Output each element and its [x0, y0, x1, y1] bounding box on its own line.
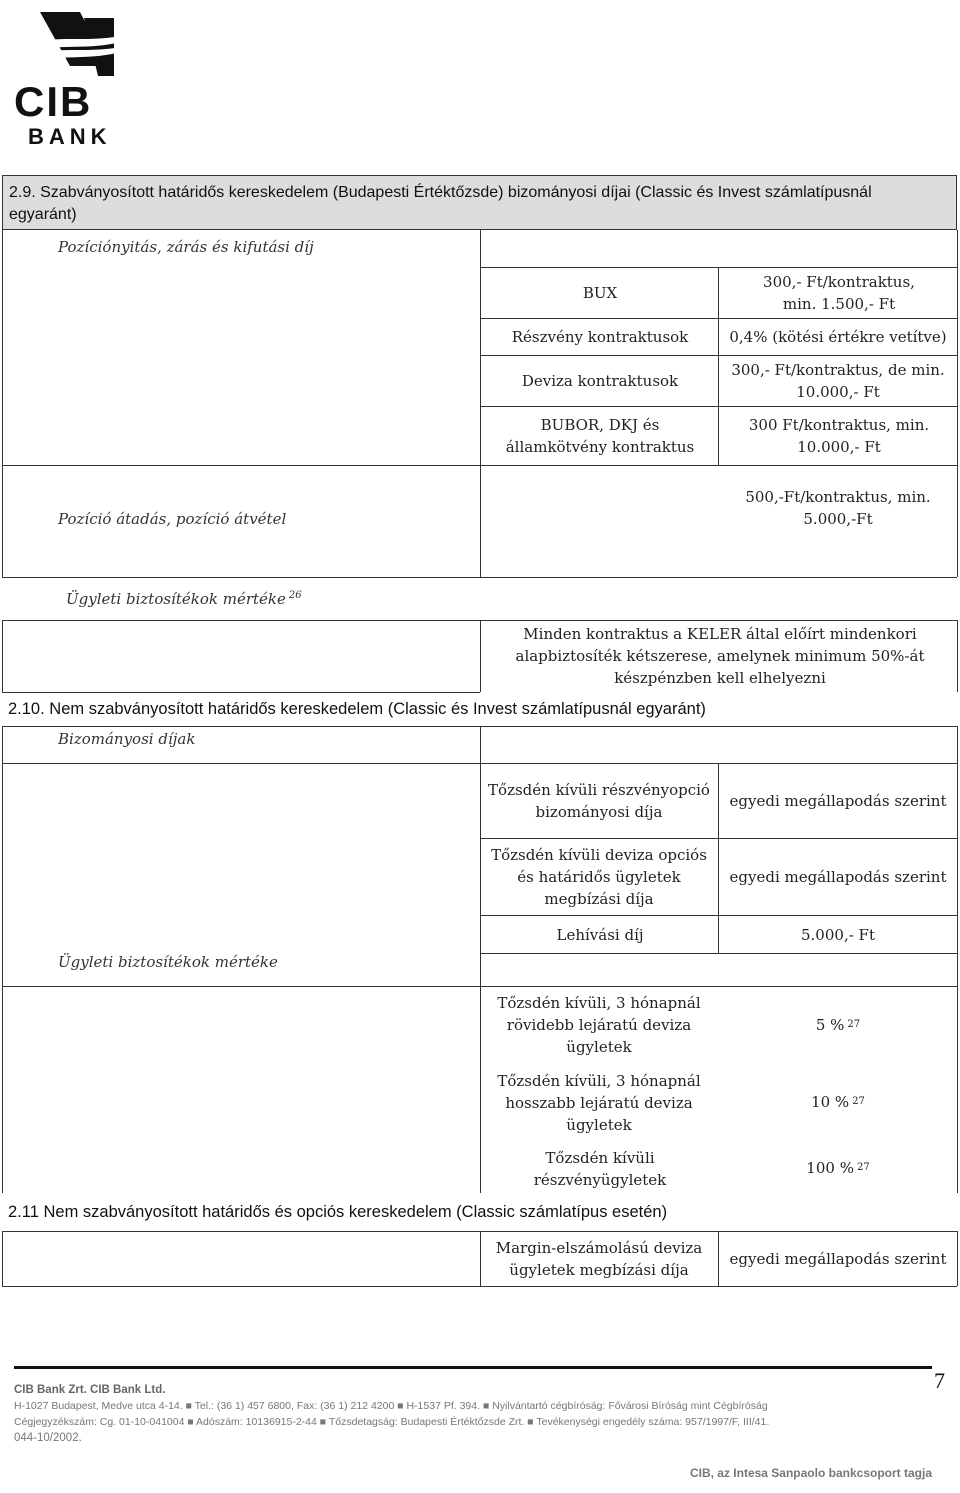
otc-option-fee: egyedi megállapodás szerint	[729, 792, 947, 810]
section-211-title: 2.11 Nem szabványosított határidős és opciós kereskedelem (Classic számlatípus esetén)	[8, 1203, 668, 1221]
margin-stock-fee: 100 % 27	[806, 1159, 870, 1177]
row-bubor-fee: 300 Ft/kontraktus, min. 10.000,- Ft	[748, 416, 930, 456]
row-fx-name: Deviza kontraktusok	[521, 372, 679, 390]
transfer-fee: 500,-Ft/kontraktus, min. 5.000,-Ft	[745, 488, 931, 528]
footer-rule	[14, 1366, 932, 1369]
margin-short-name: Tőzsdén kívüli, 3 hónapnál rövidebb lejáratú deviza ügyletek	[497, 994, 701, 1056]
section-29-title: 2.9. Szabványosított határidős kereskedelem (Budapesti Értéktőzsde) bizományosi díjai (Classic és Invest számlatípusnál egyaránt)	[9, 184, 872, 223]
footer-block	[14, 1382, 934, 1446]
footer-tagline: CIB, az Intesa Sanpaolo bankcsoport tagja	[689, 1466, 932, 1480]
row-bux-fee: 300,- Ft/kontraktus, min. 1.500,- Ft	[763, 273, 915, 313]
footnote-26: 26	[288, 590, 302, 601]
margin-long-fee: 10 % 27	[811, 1093, 865, 1111]
margin-fx-name: Margin-elszámolású deviza ügyletek megbízási díja	[495, 1239, 703, 1279]
otc-option-name: Tőzsdén kívüli részvényopció bizományosi díja	[488, 781, 710, 821]
margin-stock-name: Tőzsdén kívüli részvényügyletek	[533, 1149, 667, 1189]
call-fee-name: Lehívási díj	[556, 925, 644, 944]
margin-long-name: Tőzsdén kívüli, 3 hónapnál hosszabb lejáratú deviza ügyletek	[497, 1072, 701, 1134]
margin-short-fee-text: 5 %	[815, 1016, 845, 1034]
margin-short-fee: 5 % 27	[815, 1016, 861, 1034]
row-bubor-name: BUBOR, DKJ és államkötvény kontraktus	[505, 416, 695, 456]
commission-fees-label: Bizományosi díjak	[58, 730, 196, 748]
logo-cib-text: CIB	[14, 78, 93, 125]
section-29-header	[2, 175, 957, 230]
margin-stock-fee-text: 100 %	[806, 1159, 854, 1177]
section-210-title: 2.10. Nem szabványosított határidős kereskedelem (Classic és Invest számlatípusnál egyaránt)	[8, 700, 706, 718]
call-fee-value: 5.000,- Ft	[801, 925, 875, 944]
cib-logo	[10, 6, 135, 151]
row-stock-name: Részvény kontraktusok	[511, 328, 689, 346]
position-fee-label: Pozíciónyitás, zárás és kifutási díj	[58, 238, 314, 256]
margin-label-210: Ügyleti biztosítékok mértéke	[58, 953, 278, 971]
otc-fx-name: Tőzsdén kívüli deviza opciós és határidős ügyletek megbízási díja	[491, 846, 707, 908]
logo-emblem-icon	[10, 6, 135, 86]
otc-fx-fee: egyedi megállapodás szerint	[729, 868, 947, 886]
footer-registration: Cégjegyzékszám: Cg. 01-10-041004 ■ Adószám: 10136915-2-44 ■ Tőzsdetagság: Budapesti Értéktőzsde Zrt. ■ Tevékenységi engedély száma: 957/1997/F, III/41.	[14, 1416, 770, 1428]
margin-text-29: Minden kontraktus a KELER által előírt mindenkori alapbiztosíték kétszerese, amelynek minimum 50%-át készpénzben kell elhelyezni	[515, 625, 925, 687]
margin-long-fee-text: 10 %	[811, 1093, 850, 1111]
row-fx-fee: 300,- Ft/kontraktus, de min. 10.000,- Ft	[731, 361, 945, 401]
page-number: 7	[934, 1368, 945, 1393]
margin-label-29	[66, 590, 302, 608]
margin-fx-fee: egyedi megállapodás szerint	[729, 1250, 947, 1268]
transfer-label: Pozíció átadás, pozíció átvétel	[58, 510, 287, 528]
logo-bank-text: BANK	[28, 124, 112, 149]
row-stock-fee: 0,4% (kötési értékre vetítve)	[729, 328, 947, 346]
footer-address: H-1027 Budapest, Medve utca 4-14. ■ Tel.: (36 1) 457 6800, Fax: (36 1) 212 4200 ■ H-1537 Pf. 394. ■ Nyilvántartó cégbíróság: Fővárosi Bíróság mint Cégbíróság	[14, 1400, 768, 1412]
footer-license: 044-10/2002.	[14, 1432, 82, 1444]
row-bux-name: BUX	[582, 284, 618, 302]
margin-label-29-text: Ügyleti biztosítékok mértéke	[66, 590, 286, 608]
footer-company: CIB Bank Zrt. CIB Bank Ltd.	[14, 1384, 166, 1396]
